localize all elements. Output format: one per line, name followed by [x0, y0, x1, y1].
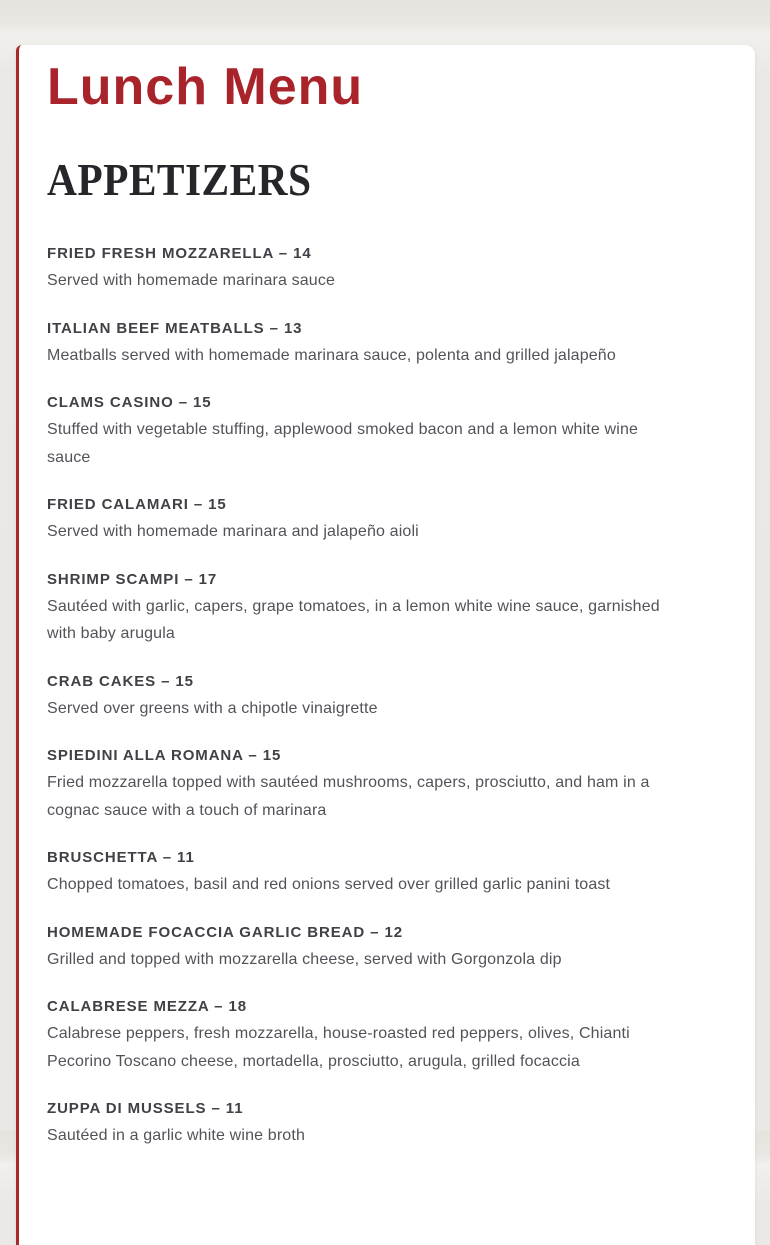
menu-item-description — [47, 946, 735, 974]
menu-item-description-line: Served over greens with a chipotle vinaigrette — [47, 699, 378, 717]
menu-item-description — [47, 1122, 735, 1150]
menu-item-description-line: sauce — [47, 448, 91, 466]
menu-item-description-line: Grilled and topped with mozzarella cheese, served with Gorgonzola dip — [47, 950, 562, 968]
menu-item — [47, 389, 735, 471]
section-title-appetizers: APPETIZERS — [47, 154, 312, 205]
menu-item-description — [47, 1020, 735, 1075]
menu-item — [47, 742, 735, 824]
menu-item-description-line: Chopped tomatoes, basil and red onions served over grilled garlic panini toast — [47, 876, 611, 893]
menu-item — [47, 240, 735, 295]
menu-card — [16, 45, 755, 1245]
menu-item-description-line: Calabrese peppers, fresh mozzarella, house-roasted red peppers, olives, Chianti — [47, 1025, 630, 1042]
menu-item-title: BRUSCHETTA – 11 — [47, 849, 195, 866]
menu-item — [47, 919, 735, 974]
menu-item-title: FRIED FRESH MOZZARELLA – 14 — [47, 245, 312, 262]
menu-item-description-line: Stuffed with vegetable stuffing, applewood smoked bacon and a lemon white wine — [47, 421, 639, 438]
menu-item-description — [47, 695, 735, 723]
menu-item-description — [47, 267, 735, 295]
menu-item — [47, 844, 735, 899]
menu-item-title: CRAB CAKES – 15 — [47, 672, 194, 690]
menu-item-title: CLAMS CASINO – 15 — [47, 394, 212, 411]
menu-item-title: HOMEMADE FOCACCIA GARLIC BREAD – 12 — [47, 923, 403, 941]
menu-item-description-line: Sautéed with garlic, capers, grape tomatoes, in a lemon white wine sauce, garnished — [47, 597, 660, 615]
menu-item-description-line: Served with homemade marinara sauce — [47, 272, 336, 289]
menu-item-title: ITALIAN BEEF MEATBALLS – 13 — [47, 319, 303, 337]
menu-item — [47, 1095, 735, 1150]
menu-item-title: SPIEDINI ALLA ROMANA – 15 — [47, 747, 282, 764]
menu-item — [47, 315, 735, 370]
menu-item-description — [47, 518, 735, 546]
menu-item-description — [47, 593, 735, 648]
menu-item-description-line: Pecorino Toscano cheese, mortadella, prosciutto, arugula, grilled focaccia — [47, 1052, 580, 1070]
menu-item-description — [47, 416, 735, 471]
menu-item — [47, 993, 735, 1075]
page-title: Lunch Menu — [47, 58, 364, 116]
menu-item-description-line: Meatballs served with homemade marinara sauce, polenta and grilled jalapeño — [47, 346, 616, 364]
menu-item-title: ZUPPA DI MUSSELS – 11 — [47, 1100, 244, 1117]
menu-item — [47, 668, 735, 723]
menu-item-description-line: cognac sauce with a touch of marinara — [47, 801, 327, 819]
menu-item-description — [47, 342, 735, 370]
menu-item-description-line: Served with homemade marinara and jalapeño aioli — [47, 523, 419, 540]
menu-item-description-line: Fried mozzarella topped with sautéed mushrooms, capers, prosciutto, and ham in a — [47, 774, 650, 791]
menu-item — [47, 491, 735, 546]
menu-item-title: CALABRESE MEZZA – 18 — [47, 998, 247, 1015]
menu-item — [47, 566, 735, 648]
menu-item-description — [47, 871, 735, 899]
menu-item-title: SHRIMP SCAMPI – 17 — [47, 570, 218, 588]
menu-item-description-line: with baby arugula — [47, 625, 175, 642]
menu-items-list — [47, 240, 735, 1150]
menu-item-description-line: Sautéed in a garlic white wine broth — [47, 1127, 305, 1144]
menu-item-title: FRIED CALAMARI – 15 — [47, 496, 227, 513]
menu-item-description — [47, 769, 735, 824]
